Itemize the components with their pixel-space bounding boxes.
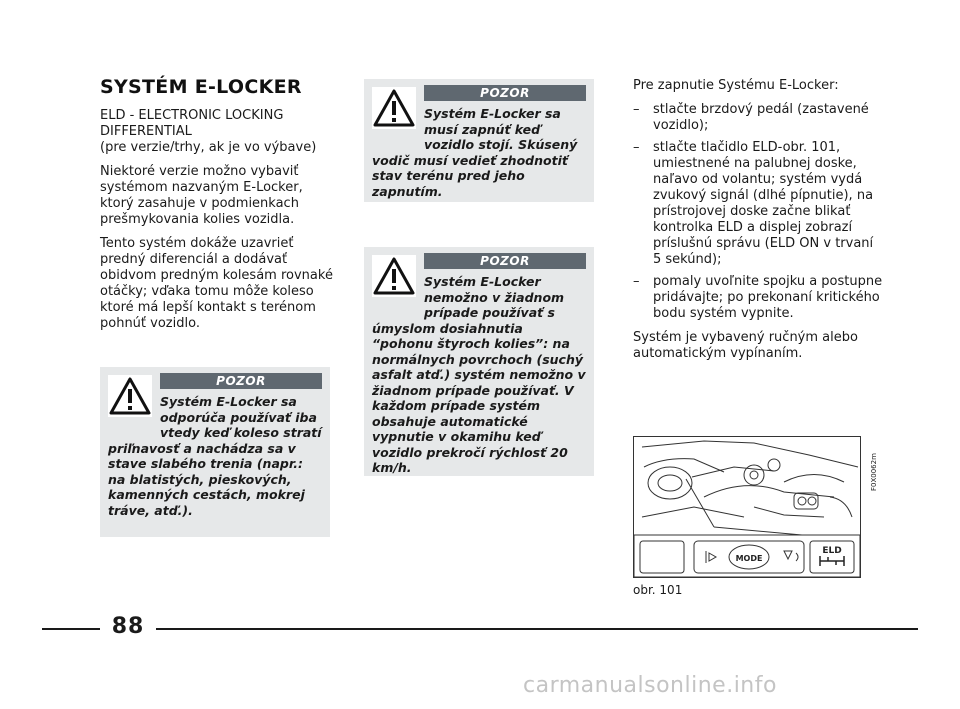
- instructions-intro: Pre zapnutie Systému E-Locker:: [633, 78, 839, 93]
- svg-text:F0X0062m: F0X0062m: [870, 453, 878, 491]
- footer-rule-left: [42, 628, 100, 630]
- list-dash: –: [633, 274, 640, 289]
- page-number: 88: [111, 614, 145, 639]
- warning-header: POZOR: [424, 85, 586, 101]
- warning-text: Systém E-Locker nemožno v žiadnom prípade používať s úmyslom dosiahnutia “pohonu štyroch kolies”: na normálnych povrchoch (suchý asfalt atď.) systém nemožno v žiadnom prípade používať. V každom prípade systém obsahuje automatické vypnutie v okamihu keď vozidlo prekročí rýchlosť 20 km/h.: [372, 274, 586, 475]
- watermark: carmanualsonline.info: [523, 673, 777, 698]
- warning-header: POZOR: [160, 373, 322, 389]
- subtitle-line: DIFFERENTIAL: [100, 124, 192, 139]
- figure-code: [867, 437, 879, 491]
- warning-triangle-icon: [372, 255, 416, 297]
- paragraph: Niektoré verzie možno vybaviť systémom nazvaným E-Locker, ktorý zasahuje v podmienkach prešmykovania kolies vozidla.: [100, 164, 303, 227]
- paragraph: Tento systém dokáže uzavrieť predný diferenciál a dodávať obidvom predným kolesám rovnaké otáčky; vďaka tomu môže koleso ktoré má lepší kontakt s terénom pohnúť vozidlo.: [100, 236, 333, 331]
- section-title: SYSTÉM E-LOCKER: [100, 76, 302, 98]
- right-column: [633, 78, 883, 370]
- warning-header: POZOR: [424, 253, 586, 269]
- warning-box: [100, 367, 330, 537]
- list-item-text: stlačte tlačidlo ELD-obr. 101, umiestnené na palubnej doske, naľavo od volantu; systém vydá zvukový signál (dlhé pípnutie), na prístrojovej doske začne blikať kontrolka ELD a displej zobrazí príslušnú správu (ELD ON v trvaní 5 sekúnd);: [653, 140, 874, 267]
- warning-triangle-icon: [372, 87, 416, 129]
- warning-box: [364, 247, 594, 476]
- list-item-text: pomaly uvoľnite spojku a postupne pridávajte; po prekonaní kritického bodu systém vypnite.: [653, 274, 883, 321]
- list-dash: –: [633, 102, 640, 117]
- figure-eld-button: [633, 436, 861, 578]
- warning-triangle-icon: [108, 375, 152, 417]
- left-column: [100, 76, 335, 340]
- warning-text: Systém E-Locker sa musí zapnúť keď vozidlo stojí. Skúsený vodič musí vedieť zhodnotiť stav terénu pred jeho zapnutím.: [372, 106, 578, 199]
- footer-rule-right: [156, 628, 918, 630]
- section-subtitle: [100, 108, 335, 156]
- eld-label: ELD: [822, 546, 842, 556]
- warning-text: Systém E-Locker sa odporúča používať iba vtedy keď koleso stratí priľnavosť a nachádza sa v stave slabého trenia (napr.: na blatistých, pieskových, kamenných cestách, mokrej tráve, atď.).: [108, 394, 322, 518]
- subtitle-line: ELD - ELECTRONIC LOCKING: [100, 108, 284, 123]
- subtitle-note: (pre verzie/trhy, ak je vo výbave): [100, 140, 317, 155]
- list-item-text: stlačte brzdový pedál (zastavené vozidlo);: [653, 102, 869, 133]
- dashboard-illustration: [634, 437, 860, 577]
- paragraph: Systém je vybavený ručným alebo automatickým vypínaním.: [633, 330, 858, 361]
- figure-caption: obr. 101: [633, 583, 683, 597]
- mode-label: MODE: [735, 554, 763, 563]
- list-item: [633, 102, 883, 134]
- list-dash: –: [633, 140, 640, 155]
- warning-box: [364, 79, 594, 202]
- steps-list: [633, 102, 883, 322]
- list-item: [633, 274, 883, 322]
- list-item: [633, 140, 883, 268]
